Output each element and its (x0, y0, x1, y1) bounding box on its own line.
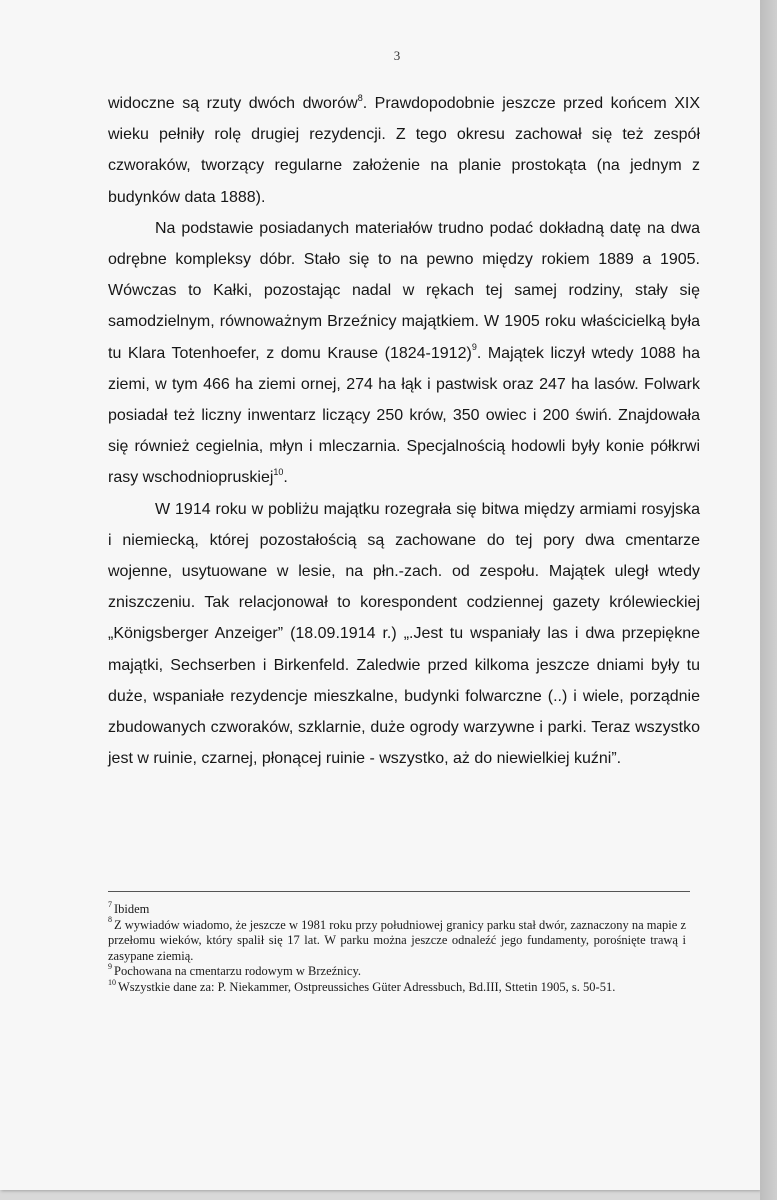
footnote-7 (108, 899, 686, 918)
footnote-ref-8: 8 (357, 92, 363, 103)
footnote-number: 8 (108, 915, 112, 925)
paragraph-2-text-c: . (283, 469, 288, 487)
footnote-number: 9 (108, 962, 112, 972)
footnotes (108, 899, 686, 996)
paragraph-1-text-b: . Prawdopodobnie jeszcze przed końcem XIX wieku pełniły rolę drugiej rezydencji. Z tego okresu zachował się też zespół czworaków, tworzący regularne założenie na planie prostokąta (na jednym z budynków data 1888). (108, 95, 701, 206)
footnote-9 (108, 964, 686, 980)
footnote-text: Z wywiadów wiadomo, że jeszcze w 1981 roku przy południowej granicy parku stał dwór, zaznaczony na mapie z przełomu wieków, który spalił się 17 lat. W parku można jeszcze odnaleźć jego fundamenty, porośnięte trawą i zasypane ziemią. (108, 917, 686, 963)
footnote-separator (108, 891, 690, 892)
paragraph-1-text-a: widoczne są rzuty dwóch dworów (108, 95, 358, 112)
footnote-text: Wszystkie dane za: P. Niekammer, Ostpreussiches Güter Adressbuch, Bd.III, Sttetin 1905, s. 50-51. (118, 979, 616, 994)
footnote-number: 7 (108, 899, 112, 909)
scan-page-edge (760, 0, 777, 1200)
footnote-ref-9: 9 (471, 342, 477, 353)
footnote-text: Pochowana na cmentarzu rodowym w Brzeźnicy. (114, 964, 362, 979)
footnote-ref-10: 10 (273, 467, 284, 478)
footnote-10 (108, 977, 686, 996)
paragraph-3: W 1914 roku w pobliżu majątku rozegrała się bitwa między armiami rosyjska i niemiecką, której pozostałością są zachowane do tej pory dwa cmentarze wojenne, usytuowane w lesie, na płn.-zach. od zespołu. Majątek uległ wtedy zniszczeniu. Tak relacjonował to korespondent codziennej gazety królewieckiej „Königsberger Anzeiger” (18.09.1914 r.) „.Jest tu wspaniały las i dwa przepiękne majątki, Sechserben i Birkenfeld. Zaledwie przed kilkoma jeszcze dniami były tu duże, wspaniałe rezydencje mieszkalne, budynki folwarczne (..) i wiele, porządnie zbudowanych czworaków, szklarnie, duże ogrody warzywne i parki. Teraz wszystko jest w ruinie, czarnej, płonącej ruinie - wszystko, aż do niewielkiej kuźni”. (108, 500, 700, 768)
paragraph-2-text-a: Na podstawie posiadanych materiałów trudno podać dokładną datę na dwa odrębne kompleksy dóbr. Stało się to na pewno między rokiem 1889 a 1905. Wówczas to Kałki, pozostając nadal w rękach tej samej rodziny, stały się samodzielnym, równoważnym Brzeźnicy majątkiem. W 1905 roku właścicielką była tu Klara Totenhoefer, z domu Krause (1824-1912) (108, 219, 700, 362)
page-number: 3 (393, 48, 401, 63)
paragraph-2 (108, 213, 700, 494)
footnote-number: 10 (108, 977, 116, 987)
body-text (108, 88, 700, 774)
paragraph-1 (108, 88, 700, 213)
paragraph-2-text-b: . Majątek liczył wtedy 1088 ha ziemi, w tym 466 ha ziemi ornej, 274 ha łąk i pastwisk oraz 247 ha lasów. Folwark posiadał też liczny inwentarz liczący 250 krów, 350 owiec i 200 świń. Znajdowała się również cegielnia, młyn i mleczarnia. Specjalnością hodowli były konie półkrwi rasy wschodniopruskiej (108, 344, 701, 487)
footnote-8 (108, 915, 686, 965)
footnote-text: Ibidem (114, 902, 150, 916)
